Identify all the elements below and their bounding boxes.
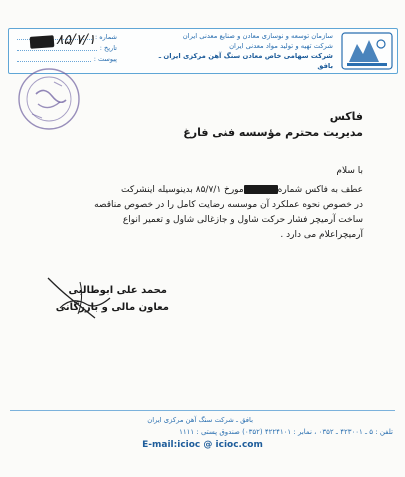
number-label: شماره :: [95, 33, 117, 41]
footer-phone: تلفن : ۵ ـ ۴۲۳۰۰۱ ـ ۰۳۵۲ ، نمابر : ۴۲۲۴۱۰۱ (۰۳۵۲) صندوق پستی : ۱۱۱۱: [179, 428, 393, 436]
footer-email: E-mail:icioc @ icioc.com: [142, 440, 263, 450]
handwritten-signature: [40, 268, 130, 328]
footer-divider: [10, 410, 395, 411]
letterhead-line2: شرکت تهیه و تولید مواد معدنی ایران: [229, 42, 333, 50]
signatory-title: معاون مالی و بازرگانی: [55, 302, 169, 313]
letterhead-line1: سازمان توسعه و نوسازی معادن و صنایع معدنی ایران: [182, 32, 333, 40]
signatory-name: محمد علی ابوطالبی: [68, 285, 167, 296]
greeting: با سلام: [336, 166, 363, 176]
handwritten-date: ۸۵/۷/۱: [56, 32, 96, 48]
attachment-label: پیوست :: [93, 55, 117, 63]
letter-paragraph: [58, 183, 363, 243]
paragraph-line3: ساخت آرمیچر فشار حرکت شاول و جازغالی شاول و تعمیر انواع: [122, 215, 363, 225]
recipient: مدیریت محترم مؤسسه فنی فارغ: [183, 126, 363, 139]
footer-address: بافق ـ شرکت سنگ آهن مرکزی ایران: [147, 416, 253, 424]
redacted-fax-number: [244, 185, 278, 194]
paragraph-line4: آرمیچراعلام می دارد .: [280, 230, 363, 240]
p1-after: مورخ ۸۵/۷/۱ بدینوسیله اینشرکت: [121, 185, 244, 195]
letterhead-line3: شرکت سهامی خاص معادن سنگ آهن مرکزی ایران ـ بافق: [158, 52, 333, 70]
paragraph-line2: در خصوص نحوه عملکرد آن موسسه رضایت کامل را در خصوص مناقصه: [94, 200, 363, 210]
fax-title: فاکس: [329, 110, 363, 123]
paragraph-line1: [58, 183, 363, 198]
date-label: تاریخ :: [99, 44, 117, 52]
p1-before: عطف به فاکس شماره: [277, 185, 363, 195]
